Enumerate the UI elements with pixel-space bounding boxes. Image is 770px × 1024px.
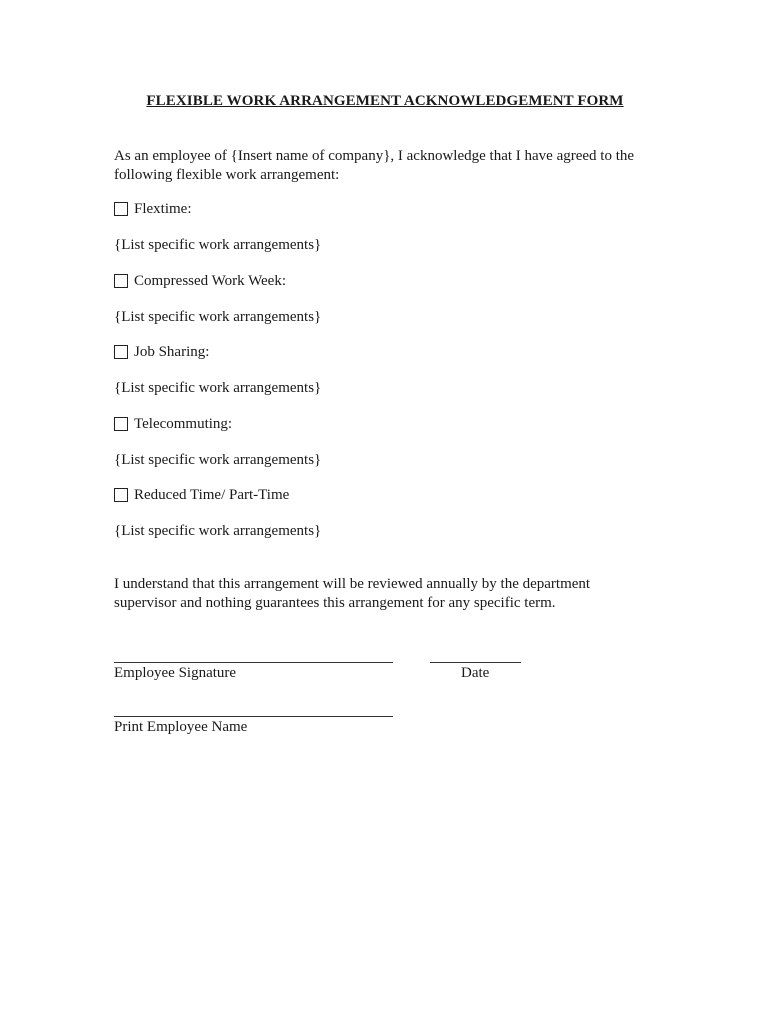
telecommuting-detail: {List specific work arrangements} — [114, 452, 322, 468]
form-title: FLEXIBLE WORK ARRANGEMENT ACKNOWLEDGEMENT FORM — [146, 93, 624, 109]
reduced-time-checkbox[interactable] — [114, 488, 128, 502]
telecommuting-label: Telecommuting: — [134, 415, 233, 432]
job-sharing-detail: {List specific work arrangements} — [114, 380, 322, 396]
flextime-label: Flextime: — [134, 200, 192, 217]
option-compressed-work-week[interactable] — [114, 271, 286, 291]
job-sharing-checkbox[interactable] — [114, 345, 128, 359]
option-telecommuting[interactable] — [114, 414, 232, 434]
print-employee-name-label: Print Employee Name — [114, 719, 248, 735]
understand-line-1: I understand that this arrangement will be reviewed annually by the department — [114, 576, 591, 592]
understand-line-2: supervisor and nothing guarantees this arrangement for any specific term. — [114, 595, 556, 611]
telecommuting-checkbox[interactable] — [114, 417, 128, 431]
print-name-line[interactable] — [114, 716, 393, 717]
compressed-work-week-checkbox[interactable] — [114, 274, 128, 288]
job-sharing-label: Job Sharing: — [134, 343, 210, 360]
reduced-time-label: Reduced Time/ Part-Time — [134, 486, 290, 503]
date-label: Date — [461, 665, 490, 681]
employee-signature-label: Employee Signature — [114, 665, 237, 681]
intro-line-1: As an employee of {Insert name of company}, I acknowledge that I have agreed to the — [114, 148, 635, 164]
date-line[interactable] — [430, 662, 521, 663]
option-reduced-time[interactable] — [114, 485, 289, 505]
compressed-work-week-detail: {List specific work arrangements} — [114, 309, 322, 325]
option-job-sharing[interactable] — [114, 342, 209, 362]
flextime-detail: {List specific work arrangements} — [114, 237, 322, 253]
employee-signature-line[interactable] — [114, 662, 393, 663]
intro-line-2: following flexible work arrangement: — [114, 167, 340, 183]
understanding-paragraph — [114, 575, 674, 613]
intro-paragraph — [114, 147, 674, 185]
reduced-time-detail: {List specific work arrangements} — [114, 523, 322, 539]
option-flextime[interactable] — [114, 199, 192, 219]
flextime-checkbox[interactable] — [114, 202, 128, 216]
compressed-work-week-label: Compressed Work Week: — [134, 272, 287, 289]
